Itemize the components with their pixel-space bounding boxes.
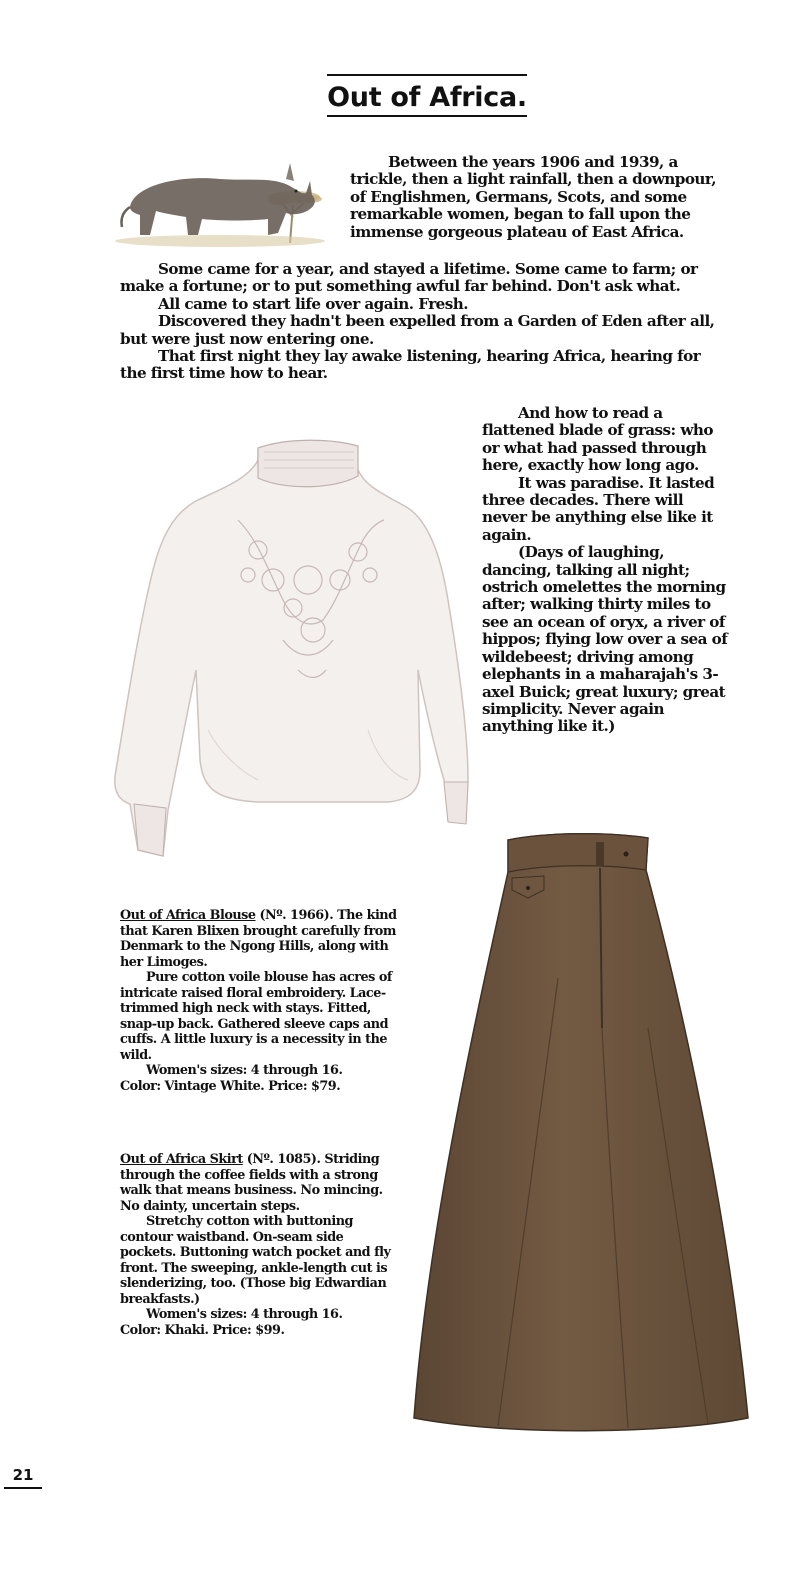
right-column-paragraph: It was paradise. It lasted three decades. There will never be anything else like it again. [482, 473, 715, 544]
intro-paragraph: That first night they lay awake listening, hearing Africa, hearing for the first time how to hear. [120, 347, 701, 383]
title-bottom-rule [327, 115, 527, 117]
page-title: Out of Africa. [327, 82, 527, 113]
page-number: 21 [12, 1466, 34, 1484]
blouse-product-name: Out of Africa Blouse [120, 908, 256, 923]
intro-paragraph: All came to start life over again. Fresh. [158, 294, 468, 313]
skirt-illustration [408, 828, 758, 1440]
intro-opening-text: Between the years 1906 and 1939, a trickle, then a light rainfall, then a downpour, of Englishmen, Germans, Scots, and some remarkable women, began to fall upon the immense gorgeous plateau of East Africa. [350, 153, 717, 241]
skirt-detail-text: Stretchy cotton with buttoning contour waistband. On-seam side pockets. Buttoning watch pocket and fly front. The sweeping, ankle-length cut is slenderizing, too. (Those big Edwardian breakfasts.) [120, 1214, 391, 1307]
right-column-paragraph: (Days of laughing, dancing, talking all night; ostrich omelettes the morning after; walking thirty miles to see an ocean of oryx, a river of hippos; flying low over a sea of wildebeest; driving among elephants in a maharajah's 3-axel Buick; great luxury; great simplicity. Never again anything like it.) [482, 543, 728, 736]
blouse-product-number: (Nº. 1966). [255, 908, 334, 923]
blouse-lead-text: The kind that Karen Blixen brought carefully from Denmark to the Ngong Hills, along with her Limoges. [120, 908, 397, 970]
blouse-color-price: Color: Vintage White. Price: $79. [120, 1078, 341, 1094]
page-number-rule [4, 1487, 42, 1489]
page-number-block [4, 1466, 42, 1489]
skirt-color-price: Color: Khaki. Price: $99. [120, 1322, 285, 1338]
blouse-illustration [108, 430, 473, 890]
blouse-lead-paragraph [120, 908, 400, 970]
blouse-description [120, 908, 400, 1094]
blouse-sizes: Women's sizes: 4 through 16. [146, 1063, 343, 1078]
rhino-illustration [110, 155, 340, 250]
skirt-product-number: (Nº. 1085). [242, 1152, 321, 1167]
skirt-sizes: Women's sizes: 4 through 16. [146, 1307, 343, 1322]
right-column-text [482, 405, 732, 736]
skirt-product-name: Out of Africa Skirt [120, 1152, 243, 1167]
intro-opening-paragraph [350, 154, 718, 241]
right-column-paragraph: And how to read a flattened blade of grass: who or what had passed through here, exactly how long ago. [482, 404, 713, 475]
skirt-lead-text: Striding through the coffee fields with a strong walk that means business. No mincing. No dainty, uncertain steps. [120, 1152, 383, 1214]
skirt-description [120, 1152, 400, 1338]
blouse-detail-text: Pure cotton voile blouse has acres of intricate raised floral embroidery. Lace-trimmed high neck with stays. Fitted, snap-up back. Gathered sleeve caps and cuffs. A little luxury is a necessity in the wild. [120, 970, 392, 1063]
intro-paragraphs [120, 261, 720, 383]
intro-paragraph: Discovered they hadn't been expelled from a Garden of Eden after all, but were just now entering one. [120, 312, 715, 348]
intro-paragraph: Some came for a year, and stayed a lifetime. Some came to farm; or make a fortune; or to put something awful far behind. Don't ask what. [120, 260, 698, 296]
skirt-lead-paragraph [120, 1152, 400, 1214]
title-block [327, 74, 527, 117]
